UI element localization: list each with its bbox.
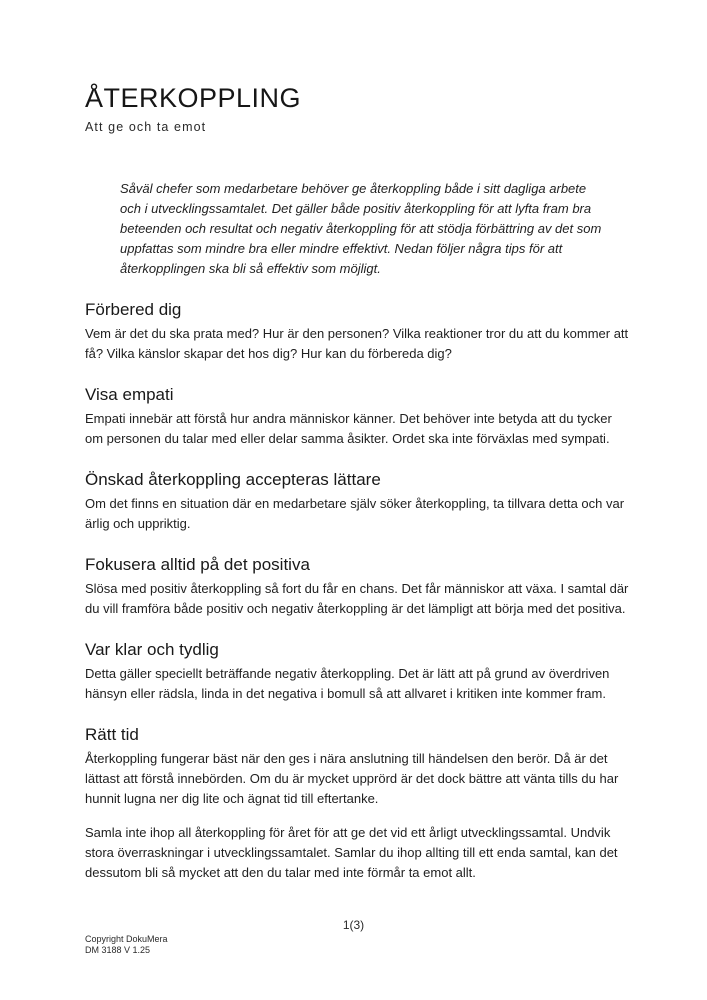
section-heading: Visa empati	[85, 385, 174, 404]
document-version: DM 3188 V 1.25	[85, 945, 151, 955]
copyright-line: Copyright DokuMera	[85, 934, 168, 944]
section-onskad-aterkoppling	[85, 469, 707, 534]
section-paragraph: Samla inte ihop all återkoppling för året för att ge det vid ett årligt utvecklingssamtal. Undvik stora överraskningar i utvecklingssamtalet. Samlar du ihop allting till ett enda samtal, kan det dessutom bli så mycket att den du talar med inte förmår ta emot allt.	[85, 825, 618, 880]
section-heading: Var klar och tydlig	[85, 640, 219, 659]
section-paragraph: Om det finns en situation där en medarbetare själv söker återkoppling, ta tillvara detta och var ärlig och uppriktig.	[85, 496, 625, 531]
intro-paragraph: Såväl chefer som medarbetare behöver ge återkoppling både i sitt dagliga arbete och i utvecklingssamtalet. Det gäller både positiv återkoppling för att lyfta fram bra beteenden och resultat och negativ återkoppling för att stödja förbättring av det som uppfattas som mindre bra eller mindre effektivt. Nedan följer några tips för att återkopplingen ska bli så effektiv som möjligt.	[120, 181, 602, 276]
section-heading: Förbered dig	[85, 300, 182, 319]
page-subtitle: Att ge och ta emot	[85, 120, 207, 134]
copyright-footer	[85, 934, 168, 956]
page-title: ÅTERKOPPLING	[85, 83, 302, 113]
section-paragraph: Vem är det du ska prata med? Hur är den personen? Vilka reaktioner tror du att du kommer att få? Vilka känslor skapar det hos dig? Hur kan du förbereda dig?	[85, 326, 629, 361]
section-paragraph: Empati innebär att förstå hur andra människor känner. Det behöver inte betyda att du tycker om personen du talar med eller delar samma åsikter. Ordet ska inte förväxlas med sympati.	[85, 411, 612, 446]
section-var-klar-tydlig	[85, 639, 707, 704]
section-heading: Fokusera alltid på det positiva	[85, 555, 310, 574]
section-visa-empati	[85, 384, 707, 449]
section-ratt-tid	[85, 724, 707, 883]
section-paragraph: Slösa med positiv återkoppling så fort du får en chans. Det får människor att växa. I samtal där du vill framföra både positiv och negativ återkoppling är det lämpligt att börja med det positiva.	[85, 581, 629, 616]
section-heading: Önskad återkoppling accepteras lättare	[85, 470, 381, 489]
section-fokusera-positiva	[85, 554, 707, 619]
section-heading: Rätt tid	[85, 725, 139, 744]
section-forbered-dig	[85, 299, 707, 364]
section-paragraph: Detta gäller speciellt beträffande negativ återkoppling. Det är lätt att på grund av överdriven hänsyn eller rädsla, linda in det negativa i bomull så att allvaret i kritiken inte kommer fram.	[85, 666, 610, 701]
page-number: 1(3)	[342, 918, 365, 932]
section-paragraph: Återkoppling fungerar bäst när den ges i nära anslutning till händelsen den berör. Då är det lättast att förstå innebörden. Om du är mycket upprörd är det dock bättre att vänta tills du har hunnit lugna ner dig lite och ägnat tid till eftertanke.	[85, 751, 619, 806]
